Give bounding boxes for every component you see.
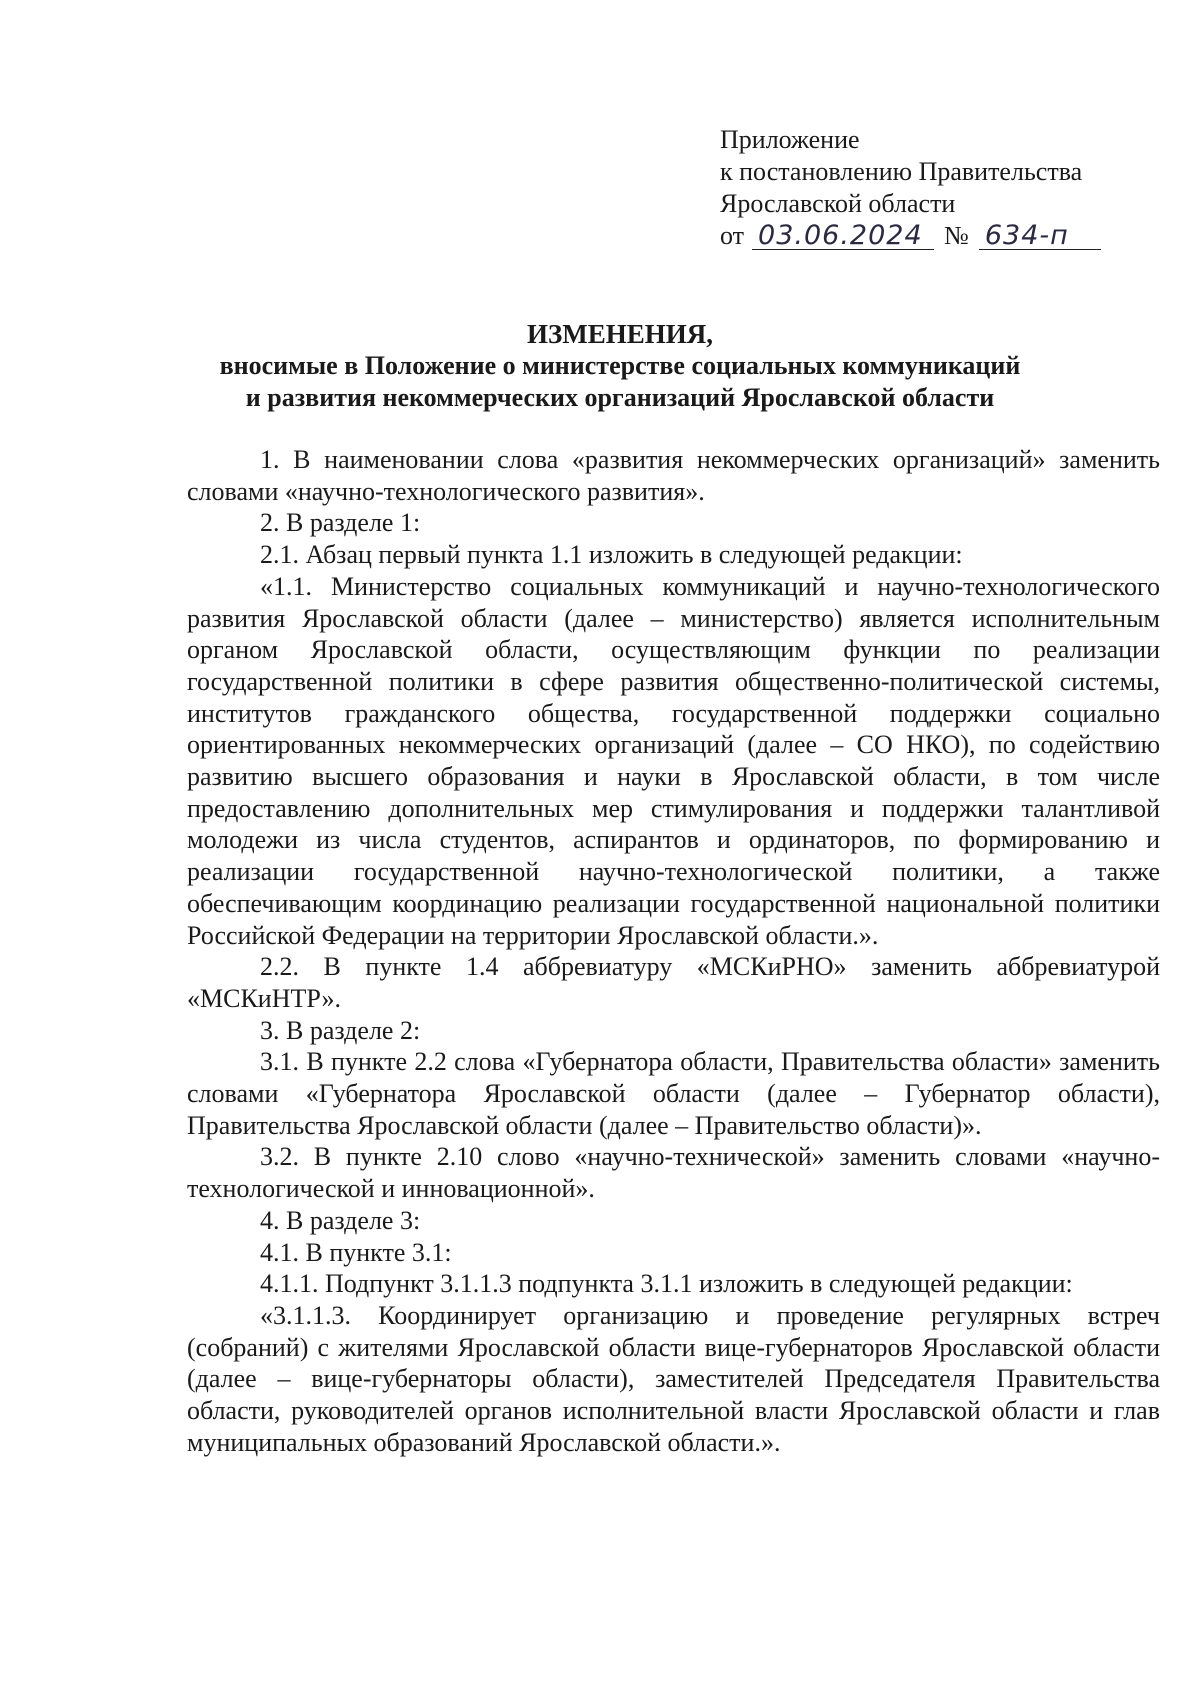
paragraph: 2. В разделе 1: [260, 508, 421, 538]
appendix-block [720, 124, 1101, 252]
paragraph: 4.1.1. Подпункт 3.1.1.3 подпункта 3.1.1 изложить в следующей редакции: [260, 1269, 1073, 1299]
paragraph: 1. В наименовании слова «развития некоммерческих организаций» заменить словами «научно-технологического развития». [187, 445, 1160, 506]
paragraph: 4.1. В пункте 3.1: [260, 1237, 452, 1267]
number-label: № [944, 221, 969, 250]
paragraph: 3.1. В пункте 2.2 слова «Губернатора области, Правительства области» заменить словами «Губернатора Ярославской области (далее – Губернатор области), Правительства Ярославской области (далее – Правительство области)». [187, 1047, 1160, 1140]
heading-subtitle-1: вносимые в Положение о министерстве социальных коммуникаций [219, 351, 1021, 380]
heading-title: ИЗМЕНЕНИЯ, [526, 319, 713, 349]
paragraph: 4. В разделе 3: [260, 1205, 421, 1235]
handwritten-number: 634-п [979, 223, 1101, 250]
paragraph: 3.2. В пункте 2.10 слово «научно-технической» заменить словами «научно-технологической и инновационной». [187, 1142, 1160, 1204]
paragraph: «1.1. Министерство социальных коммуникаций и научно-технологического развития Ярославской области (далее – министерство) является исполнительным органом Ярославской области, осуществляющим функции по реализации государственной политики в сфере развития общественно-политической системы, институтов гражданского общества, государственной поддержки социально ориентированных некоммерческих организаций (далее – СО НКО), по содействию развитию высшего образования и науки в Ярославской области, в том числе предоставлению дополнительных мер стимулирования и поддержки талантливой молодежи из числа студентов, аспирантов и ординаторов, по формированию и реализации государственной научно-технологической политики, а также обеспечивающим координацию реализации государственной национальной политики Российской Федерации на территории Ярославской области.». [187, 571, 1160, 950]
document-body [187, 444, 1160, 1459]
appendix-line-3: Ярославской области [720, 189, 956, 218]
appendix-date-line [720, 220, 1101, 252]
paragraph: «3.1.1.3. Координирует организацию и проведение регулярных встреч (собраний) с жителями Ярославской области вице-губернаторов Ярославской области (далее – вице-губернаторы области), заместителей Председателя Правительства области, руководителей органов исполнительной власти Ярославской области и глав муниципальных образований Ярославской области.». [187, 1300, 1160, 1457]
handwritten-date: 03.06.2024 [752, 223, 934, 250]
heading-subtitle-2: и развития некоммерческих организаций Ярославской области [245, 383, 995, 412]
from-label: от [720, 221, 745, 250]
paragraph: 2.1. Абзац первый пункта 1.1 изложить в следующей редакции: [260, 540, 963, 570]
paragraph: 3. В разделе 2: [260, 1015, 421, 1045]
paragraph: 2.2. В пункте 1.4 аббревиатуру «МСКиРНО» заменить аббревиатурой «МСКиНТР». [187, 952, 1160, 1013]
appendix-line-2: к постановлению Правительства [720, 157, 1083, 186]
appendix-line-1: Приложение [720, 125, 860, 154]
document-heading [180, 318, 1060, 414]
